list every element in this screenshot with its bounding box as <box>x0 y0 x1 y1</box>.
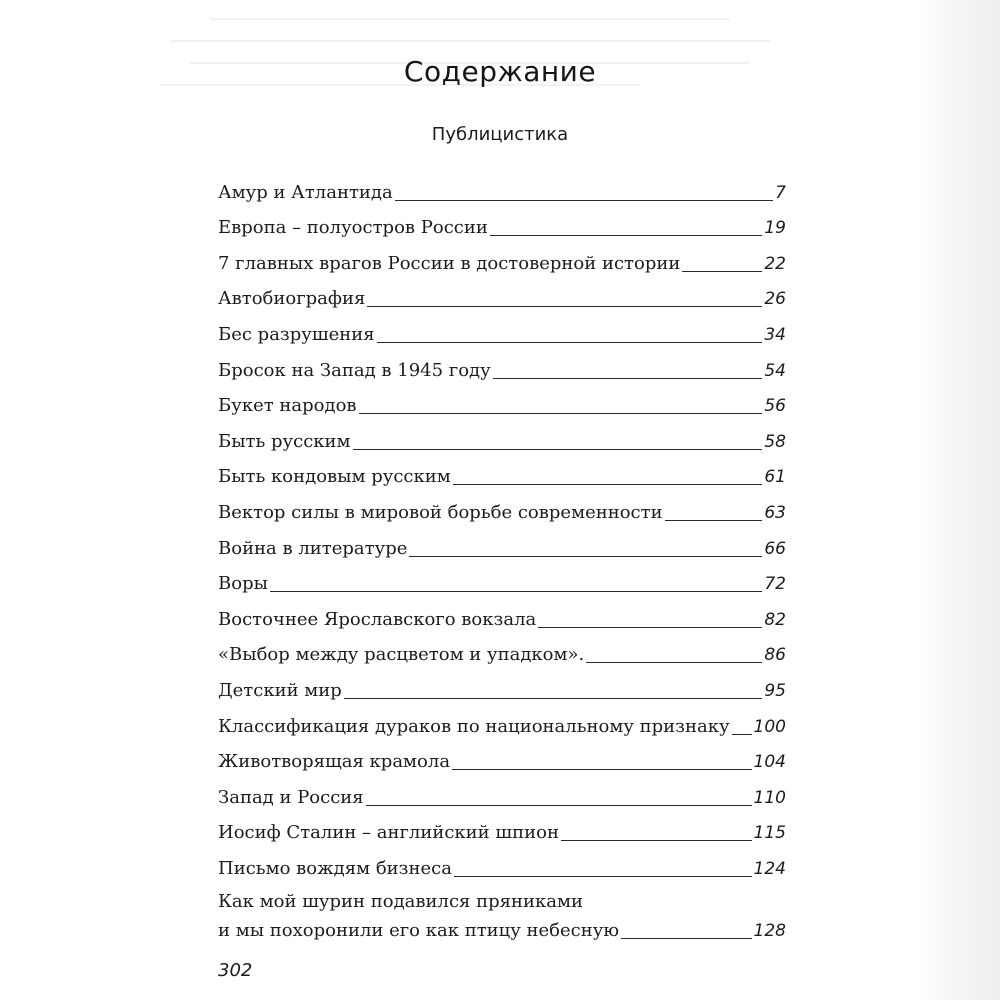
toc-entry-page: 115 <box>753 823 786 844</box>
dot-leader <box>490 235 763 236</box>
toc-entry <box>218 453 786 489</box>
toc-entry <box>218 702 786 738</box>
dot-leader <box>493 378 763 379</box>
dot-leader <box>453 484 763 485</box>
toc-entry-title-line1: Как мой шурин подавился пряниками <box>218 890 583 912</box>
toc-entry <box>218 560 786 596</box>
dot-leader <box>732 734 752 735</box>
toc-entry-title: Бес разрушения <box>218 323 375 345</box>
dot-leader <box>561 840 752 841</box>
dot-leader <box>270 591 762 592</box>
toc-entry-page: 54 <box>764 360 786 381</box>
table-of-contents <box>218 168 786 942</box>
toc-entry <box>218 738 786 774</box>
toc-entry-title: Быть кондовым русским <box>218 466 451 488</box>
toc-entry-page: 19 <box>764 218 786 239</box>
toc-entry-page: 82 <box>764 609 786 630</box>
toc-entry-page: 72 <box>764 574 786 595</box>
dot-leader <box>395 200 773 201</box>
toc-entry-page: 7 <box>775 182 786 203</box>
toc-entry-title: Быть русским <box>218 430 351 452</box>
toc-entry <box>218 346 786 382</box>
dot-leader <box>682 271 762 272</box>
dot-leader <box>621 938 752 939</box>
toc-entry <box>218 809 786 845</box>
toc-entry-page: 56 <box>764 396 786 417</box>
dot-leader <box>344 698 763 699</box>
toc-entry-title: «Выбор между расцветом и упадком». <box>218 644 585 666</box>
toc-entry-page: 128 <box>753 920 786 941</box>
toc-entry-page: 58 <box>764 431 786 452</box>
toc-entry-page: 26 <box>764 289 786 310</box>
page-number: 302 <box>218 960 253 981</box>
toc-entry-page: 95 <box>764 680 786 701</box>
toc-entry <box>218 773 786 809</box>
dot-leader <box>454 876 752 877</box>
toc-entry-page: 100 <box>753 716 786 737</box>
toc-entry <box>218 844 786 880</box>
toc-entry <box>218 382 786 418</box>
toc-entry-title: Амур и Атлантида <box>218 181 393 203</box>
toc-entry-title: Восточнее Ярославского вокзала <box>218 608 537 630</box>
toc-entry-page: 124 <box>753 858 786 879</box>
toc-entry <box>218 168 786 204</box>
toc-entry-page: 63 <box>764 502 786 523</box>
dot-leader <box>409 556 762 557</box>
toc-entry <box>218 488 786 524</box>
dot-leader <box>377 342 763 343</box>
section-heading: Публицистика <box>431 124 569 145</box>
dot-leader <box>452 769 751 770</box>
toc-entry <box>218 631 786 667</box>
toc-entry <box>218 595 786 631</box>
toc-entry <box>218 275 786 311</box>
dot-leader <box>353 449 763 450</box>
toc-entry-title: Письмо вождям бизнеса <box>218 857 452 879</box>
toc-entry-row <box>218 920 786 942</box>
toc-entry-title: Автобиография <box>218 288 366 310</box>
toc-entry <box>218 666 786 702</box>
toc-entry-title: Букет народов <box>218 395 357 417</box>
toc-entry-title: Животворящая крамола <box>218 751 451 773</box>
page-title: Содержание <box>403 55 597 88</box>
toc-entry-page: 86 <box>764 645 786 666</box>
toc-entry-title: 7 главных врагов России в достоверной истории <box>218 252 681 274</box>
dot-leader <box>538 627 762 628</box>
dot-leader <box>586 662 762 663</box>
toc-entry <box>218 524 786 560</box>
toc-entry-page: 104 <box>753 752 786 773</box>
toc-entry <box>218 310 786 346</box>
dot-leader <box>665 520 763 521</box>
toc-entry-title: Запад и Россия <box>218 786 364 808</box>
toc-entry <box>218 204 786 240</box>
toc-entry <box>218 417 786 453</box>
toc-entry-title: Вектор силы в мировой борьбе современности <box>218 501 663 523</box>
toc-entry-title: Воры <box>218 573 268 595</box>
toc-entry-title-line2: и мы похоронили его как птицу небесную <box>218 919 620 941</box>
page-gutter-shadow <box>915 0 1000 1000</box>
toc-entry-title: Война в литературе <box>218 537 408 559</box>
dot-leader <box>366 805 752 806</box>
toc-entry-page: 22 <box>764 253 786 274</box>
toc-entry-title: Классификация дураков по национальному признаку <box>218 715 730 737</box>
toc-entry-page: 61 <box>764 467 786 488</box>
toc-entry-page: 34 <box>764 324 786 345</box>
toc-entry-page: 66 <box>764 538 786 559</box>
toc-entry-title: Детский мир <box>218 679 342 701</box>
toc-entry-page: 110 <box>753 787 786 808</box>
toc-entry-title: Европа – полуостров России <box>218 217 488 239</box>
dot-leader <box>367 306 762 307</box>
dot-leader <box>359 413 763 414</box>
toc-entry-title: Бросок на Запад в 1945 году <box>218 359 491 381</box>
toc-entry-multiline <box>218 886 786 942</box>
toc-entry-title: Иосиф Сталин – английский шпион <box>218 822 559 844</box>
toc-entry <box>218 239 786 275</box>
